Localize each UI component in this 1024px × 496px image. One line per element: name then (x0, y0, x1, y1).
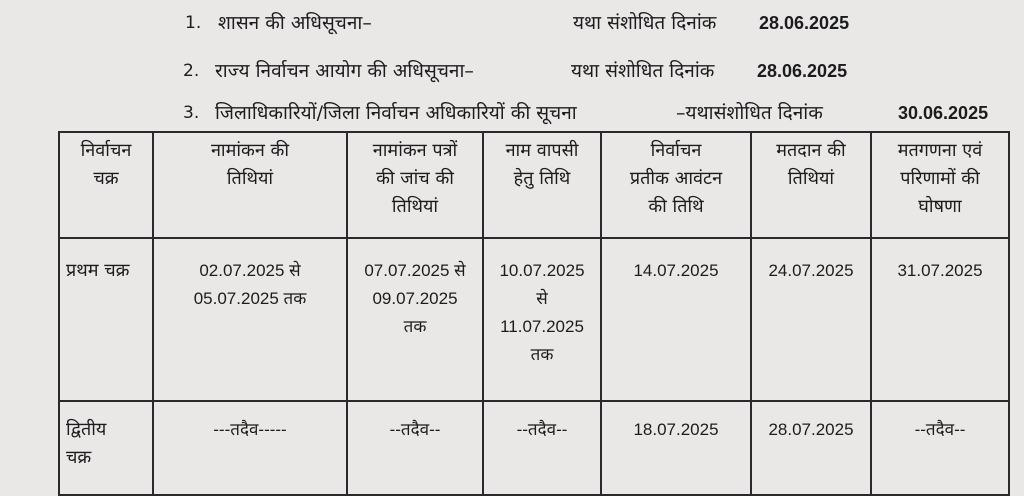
reference-number: 3. (183, 103, 200, 123)
symbol-allotment-date-cell: 14.07.2025 (601, 238, 751, 401)
polling-date-cell: 28.07.2025 (751, 401, 871, 495)
nomination-dates-cell: ---तदैव----- (153, 401, 347, 495)
scrutiny-dates-cell: --तदैव-- (347, 401, 483, 495)
counting-results-cell: --तदैव-- (871, 401, 1009, 495)
symbol-allotment-date-cell: 18.07.2025 (601, 401, 751, 495)
scrutiny-dates-cell: 07.07.2025 से 09.07.2025 तक (347, 238, 483, 401)
header-withdrawal-date: नाम वापसी हेतु तिथि (483, 132, 601, 238)
row-label: प्रथम चक्र (59, 238, 153, 401)
reference-number: 2. (183, 61, 200, 81)
header-scrutiny-dates: नामांकन पत्रों की जांच की तिथियां (347, 132, 483, 238)
header-nomination-dates: नामांकन की तिथियां (153, 132, 347, 238)
election-schedule-table (58, 131, 1010, 496)
header-counting-results: मतगणना एवं परिणामों की घोषणा (871, 132, 1009, 238)
reference-date: 28.06.2025 (757, 61, 848, 81)
reference-text: राज्य निर्वाचन आयोग की अधिसूचना– (215, 60, 474, 82)
table-header-row (59, 132, 1009, 238)
reference-suffix: यथा संशोधित दिनांक (573, 12, 717, 34)
reference-text: शासन की अधिसूचना– (218, 12, 372, 34)
nomination-dates-cell: 02.07.2025 से 05.07.2025 तक (153, 238, 347, 401)
reference-item-1 (0, 8, 1024, 38)
withdrawal-date-cell: --तदैव-- (483, 401, 601, 495)
reference-text: जिलाधिकारियों/जिला निर्वाचन अधिकारियों की सूचना (215, 102, 577, 124)
table-row (59, 238, 1009, 401)
reference-item-2 (0, 56, 1024, 86)
reference-date: 30.06.2025 (898, 103, 989, 123)
header-election-cycle: निर्वाचन चक्र (59, 132, 153, 238)
reference-number: 1. (185, 13, 202, 33)
header-symbol-allotment-date: निर्वाचन प्रतीक आवंटन की तिथि (601, 132, 751, 238)
row-label: द्वितीय चक्र (59, 401, 153, 495)
counting-results-cell: 31.07.2025 (871, 238, 1009, 401)
header-polling-dates: मतदान की तिथियां (751, 132, 871, 238)
reference-date: 28.06.2025 (759, 13, 850, 33)
reference-suffix: –यथासंशोधित दिनांक (676, 102, 823, 124)
table-row (59, 401, 1009, 495)
reference-item-3 (0, 98, 1024, 128)
polling-date-cell: 24.07.2025 (751, 238, 871, 401)
reference-suffix: यथा संशोधित दिनांक (571, 60, 715, 82)
withdrawal-date-cell: 10.07.2025 से 11.07.2025 तक (483, 238, 601, 401)
